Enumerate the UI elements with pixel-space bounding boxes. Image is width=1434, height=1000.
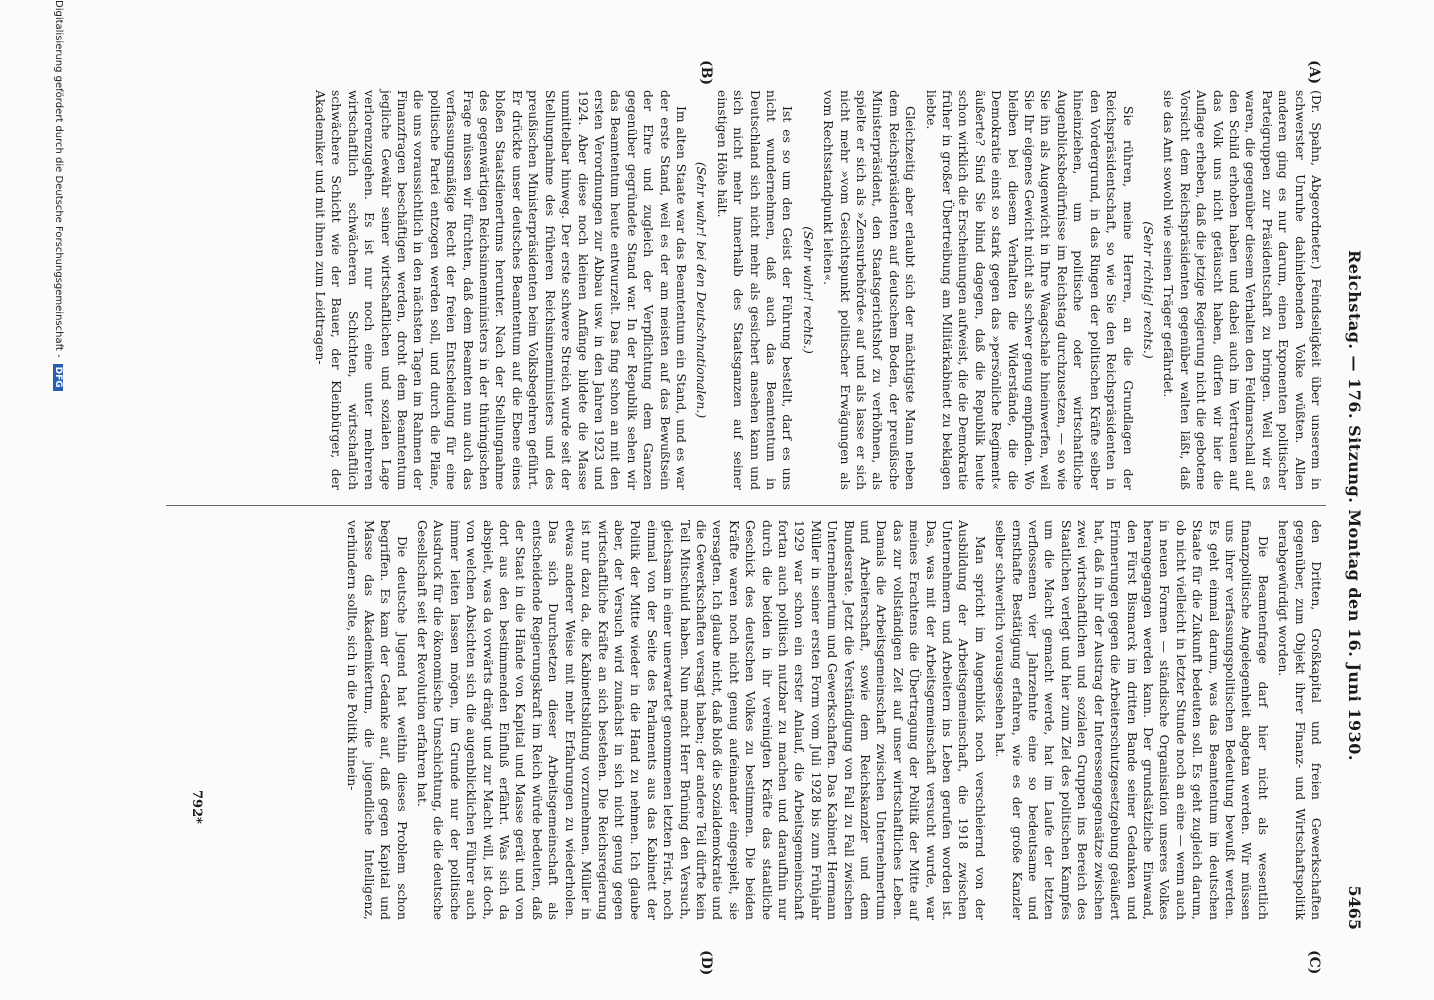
header-title: Reichstag. — 176. Sitzung. Montag den 16. Juni 1930. <box>1345 250 1364 761</box>
interjection: (Sehr wahr! rechts.) <box>800 226 816 354</box>
interjection: (Sehr wahr! bei den Deutschnationalen.) <box>694 161 710 419</box>
header-page-number: 5465 <box>1345 885 1364 930</box>
margin-mark-d: (D) <box>698 950 714 976</box>
right-text-column <box>124 520 1324 920</box>
paragraph: Ist es so um den Geist der Führung bestellt, darf es uns nicht wundernehmen, daß auch das Beamtentum in Deutschland sich nicht mehr als gesichert ansehen kann und sich nicht mehr innerhalb des Staatsganzen auf seiner einstigen Höhe hält. <box>714 90 796 490</box>
dfg-logo: DFG <box>53 364 63 391</box>
paragraph: Gleichzeitig aber erlaubt sich der mächtigste Mann neben dem Reichspräsidenten auf deutschem Boden, der preußische Ministerpräsident, den Staatsgerichtshof zu verhöhnen, als spielte er sich als »Zensurbehörde« auf und als lasse er sich nicht mehr »vom Gesichtspunkt politischer Erwägungen als vom Rechtsstandpunkt leiten«. <box>821 90 919 490</box>
column-divider <box>166 505 1326 506</box>
paragraph: den Dritten, Großkapital und freien Gewerkschaften gegenüber, zum Objekt ihrer Finanz- und Wirtschaftspolitik herabgewürdigt worden. <box>1276 520 1324 920</box>
margin-mark-a: (A) <box>1306 60 1322 85</box>
margin-mark-c: (C) <box>1306 950 1322 975</box>
paragraph: Die deutsche Jugend hat weithin dieses Problem schon begriffen. Es kam der Gedanke auf, daß gegen Kapital und Masse das Akademikertum, die jugendliche Intelligenz, verhindern sollte, sich in die Politik hinein- <box>345 520 410 920</box>
margin-mark-b: (B) <box>698 60 714 86</box>
left-text-column <box>124 90 1324 490</box>
paragraph: Sie rühren, meine Herren, an die Grundlagen der Reichspräsidentschaft, so wie Sie den Reichspräsidenten in den Vordergrund, in das Ringen der politischen Kräfte selber hineinziehen, um politische oder wirtschaftliche Augenblicksbedürfnisse im Reichstag durchzusetzen, — so wie Sie ihn als Augenwicht in Ihre Waagschale hineinwerfen, weil Sie Ihr eigenes Gewicht nicht als schwer genug empfinden. Wo bleiben bei diesem Verhalten die Widerstände, die die Demokratie einst so stark gegen das »persönliche Regiment« äußerte? Sind Sie blind dagegen, daß die Republik heute schon wirklich die Erscheinungen aufweist, die die Demokratie früher in großer Übertreibung am Militärkabinett zu beklagen liebte. <box>923 90 1136 490</box>
interjection: (Sehr richtig! rechts.) <box>1140 221 1156 359</box>
paragraph: Die Beamtenfrage darf hier nicht als wesentlich finanzpolitische Angelegenheit abgetan werden. Wir müssen uns ihrer verfassungspolitischen Bedeutung bewußt werden. Es geht einmal darum, was das Beamtentum im deutschen Staate für die Zukunft bedeuten soll. Es geht zugleich darum, ob nicht vielleicht in letzter Stunde noch an eine — wenn auch in neuen Formen — ständische Organisation unseres Volkes herangegangen werden kann. Der grundsätzliche Einwand, den Fürst Bismarck im dritten Bande seiner Gedanken und Erinnerungen gegen die Arbeiterschutzgesetzgebung geäußert hat, daß in ihr der Austrag der Interessengegensätze zwischen zwei wirtschaftlichen und sozialen Gruppen ins Bereich des Staatlichen verlegt und hier zum Ziel des politischen Kampfes um die Macht gemacht werde, hat im Laufe der letzten verflossenen vier Jahrzehnte eine so bedeutsame und ernsthafte Bestätigung erfahren, wie es der große Kanzler selber schwerlich vorausgesehen hat. <box>993 520 1271 920</box>
paragraph: Im alten Staate war das Beamtentum ein Stand, und es war der erste Stand, weil es der am meisten auf das Bewußtsein der Ehre und zugleich der Verpflichtung dem Ganzen gegenüber gegründete Stand war. In der Republik sehen wir das Beamtentum heute entwurzelt. Das fing schon an mit den ersten Verordnungen zur Abbau usw. in den Jahren 1923 und 1924. Aber diese noch kleinen Anfänge bildete die Masse unmittelbar hinweg. Der erste schwere Streich wurde seit der Stellungnahme des früheren Reichsinnenministers und des preußischen Ministerpräsidenten beim Volksbegehren geführt. Er drückte unser deutsches Beamtentum auf die Ebene eines bloßen Staatsdienertums herunter. Nach der Stellungnahme des gegenwärtigen Reichsinnenministers in der thüringischen Frage müssen wir fürchten, daß dem Beamten nun auch das verfassungsmäßige Recht der freien Entscheidung für eine politische Partei entzogen werden soll, und durch die Pläne, die uns voraussichtlich in den nächsten Tagen im Rahmen der Finanzfragen beschäftigen werden, droht dem Beamtentum jegliche Gewähr seiner wirtschaftlichen und sozialen Lage verlorenzugehen. Es ist nur noch eine unter mehreren wirtschaftlich schwächeren Schichten, wirtschaftlich schwächere Schicht wie der Bauer, der Kleinbürger, der Akademiker und mit ihnen zum Leidtragen- <box>313 90 689 490</box>
footer-page-number: 792* <box>189 790 204 824</box>
digitization-credit <box>53 0 64 1000</box>
paragraph: (Dr. Spahn, Abgeordneter.) Feindseligkeit über unserem in schwerster Unruhe dahinlebenden Volke wüßten. Allen anderen ging es nur darum, einen Exponenten politischer Parteigruppen zur Präsidentschaft zu bringen. Weil wir es waren, die gegenüber diesem Verhalten den Feldmarschall auf den Schild erhoben haben und dabei auch im Vertrauen auf das Volk uns nicht getäuscht haben, dürfen wir hier die Auflage erheben, daß die jetzige Regierung nicht die gebotene Vorsicht dem Reichspräsidenten gegenüber walten läßt, daß sie das Amt sowohl wie seinen Träger gefährdet. <box>1161 90 1324 490</box>
credit-text: Digitalisierung gefördert durch die Deutsche Forschungsgemeinschaft - <box>53 0 64 358</box>
page-header <box>1334 90 1364 930</box>
paragraph: Man spricht im Augenblick noch verschleiernd von der Ausbildung der Arbeitsgemeinschaft, die 1918 zwischen Unternehmern und Arbeitern ins Leben gerufen worden ist. Das, was mit der Arbeitsgemeinschaft versucht wurde, war meines Erachtens die Übertragung der Politik der Mitte auf das zur vollständigen Zeit auf unser wirtschaftliches Leben. Damals die Arbeitsgemeinschaft zwischen Unternehmertum und Arbeiterschaft, sowie dem Reichskanzler und dem Bundesrate. Jetzt die Verständigung von Fall zu Fall zwischen Unternehmertum und Gewerkschaften. Das Kabinett Hermann Müller in seiner ersten Form vom Juli 1928 bis zum Frühjahr 1929 war schon ein erster Anlauf, die Arbeitsgemeinschaft fortan auch politisch nutzbar zu machen und daraufhin nur durch die beiden in ihr vereinigten Kräfte das staatliche Geschick des deutschen Volkes zu bestimmen. Die beiden Kräfte waren noch nicht genug aufeinander eingespielt, sie versagten. Ich glaube nicht, daß bloß die Sozialdemokratie und die Gewerkschaften versagt haben; der andere Teil dürfte kein Teil Mitschuld haben. Nun macht Herr Brüning den Versuch, gleichsam in einer unerwartet genommenen letzten Frist, noch einmal von der Seite des Parlaments aus das Kabinett der Politik der Mitte wieder in die Hand zu nehmen. Ich glaube aber, der Versuch wird zunächst in sich nicht genug gegen wirtschaftliche Kräfte an sich bestehen. Die Reichsregierung ist nur dazu da, die Kabinettsbildung vorzunehmen. Müller in etwas anderer Weise mit mehr Erfahrungen zu wiederholen. Das sich Durchsetzen dieser Arbeitsgemeinschaft als entscheidende Regierungskraft im Reich würde bedeuten, daß der Staat in die Hände von Kapital und Masse gerät und von dort aus den bestimmenden Einfluß erfährt. Was sich da abspielt, was da vorwärts drängt und zur Macht will, ist doch, von welchen Absichten sich die augenblicklichen Führer auch immer leiten lassen mögen, im Grunde nur der politische Ausdruck für die ökonomische Umschichtung, die die deutsche Gesellschaft seit der Revolution erfahren hat. <box>415 520 988 920</box>
